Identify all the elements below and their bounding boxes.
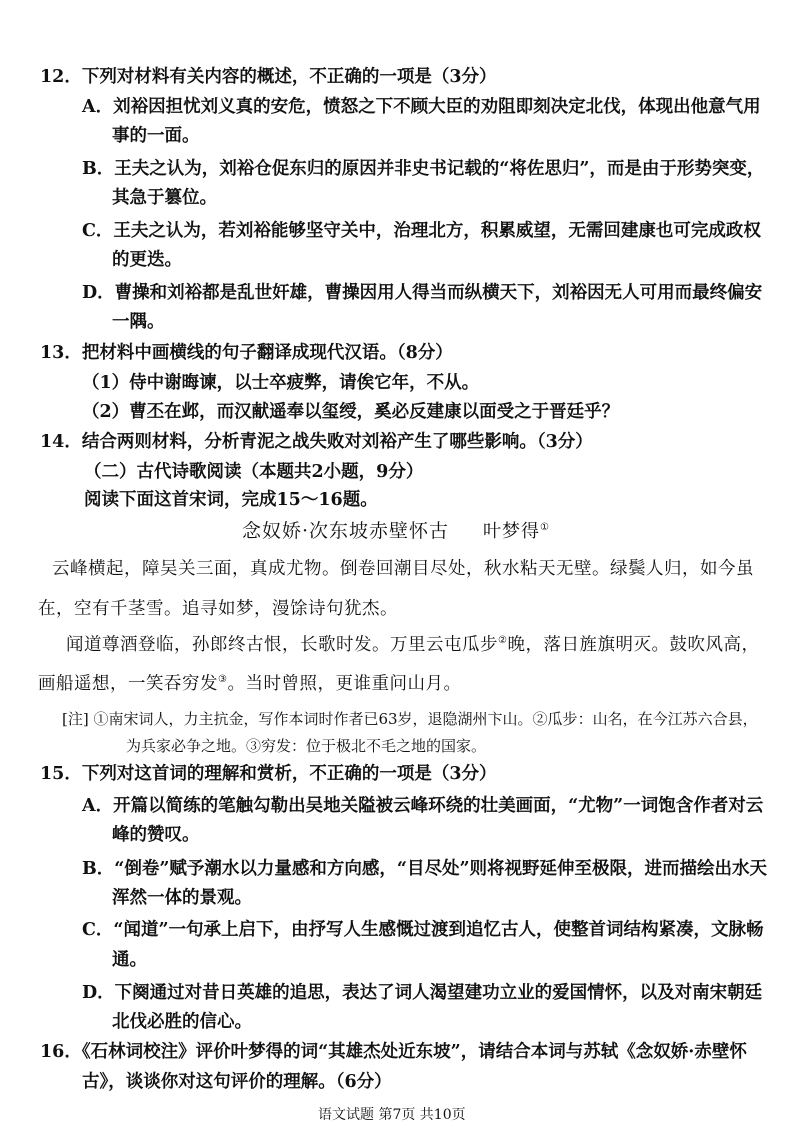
q13-stem: 13．把材料中画横线的句子翻译成现代汉语。（8分） [40,343,453,363]
q14-stem: 14．结合两则材料，分析青泥之战失败对刘裕产生了哪些影响。（3分） [40,432,593,452]
section-heading: （二）古代诗歌阅读（本题共2小题，9分） [84,462,424,482]
q13-sentence-1: （1）侍中谢晦谏，以士卒疲弊，请俟它年，不从。 [82,373,480,393]
poem-line-3-part-b: 晚，落日旌旗明灭。鼓吹风高， [507,635,760,655]
poem-note-line1: [注] ①南宋词人，力主抗金，写作本词时作者已63岁，退隐湖州卞山。②瓜步：山名，在今江苏六合县， [62,710,758,728]
poem-line-2: 在，空有千茎雪。追寻如梦，漫馀诗句犹杰。 [38,599,398,619]
q12-option-a-line2: 事的一面。 [112,126,200,146]
q15-option-a-line2: 峰的赞叹。 [112,825,200,845]
q12-option-b-line2: 其急于篡位。 [112,188,217,208]
q16-line1: 16．《石林词校注》评价叶梦得的词“其雄杰处近东坡”，请结合本词与苏轼《念奴娇·赤壁怀 [40,1042,747,1062]
poem-line-3-part-a: 闻道尊酒登临，孙郎终古恨，长歌时发。万里云屯瓜步 [66,635,498,655]
q16-line2: 古》，谈谈你对这句评价的理解。（6分） [82,1072,392,1092]
poem-title: 念奴娇·次东坡赤壁怀古 [242,520,450,542]
poem-line-3-note-mark: ② [498,635,508,647]
poem-title-row [242,519,550,544]
poem-line-4-note-mark: ③ [218,674,228,686]
poem-author [483,521,550,542]
q12-option-a-line1: A．刘裕因担忧刘义真的安危，愤怒之下不顾大臣的劝阻即刻决定北伐，体现出他意气用 [82,97,761,117]
section-instruction: 阅读下面这首宋词，完成15～16题。 [84,490,378,510]
q15-option-c-line1: C．“闻道”一句承上启下，由抒写人生感慨过渡到追忆古人，使整首词结构紧凑，文脉畅 [82,920,764,940]
q12-option-c-line1: C．王夫之认为，若刘裕能够坚守关中，治理北方，积累威望，无需回建康也可完成政权 [82,221,761,241]
poem-line-4-part-a: 画船遥想，一笑吞穷发 [38,674,218,694]
poem-author-note-mark: ① [540,522,551,533]
q12-option-b-line1: B．王夫之认为，刘裕仓促东归的原因并非史书记载的“将佐思归”，而是由于形势突变， [82,159,765,179]
q12-option-d-line2: 一隅。 [112,312,165,332]
q12-option-c-line2: 的更迭。 [112,250,182,270]
q15-option-d-line2: 北伐必胜的信心。 [112,1012,252,1032]
q15-option-d-line1: D．下阕通过对昔日英雄的追思，表达了词人渴望建功立业的爱国情怀，以及对南宋朝廷 [82,983,763,1003]
q15-stem: 15．下列对这首词的理解和赏析，不正确的一项是（3分） [40,764,497,784]
q12-stem: 12．下列对材料有关内容的概述，不正确的一项是（3分） [40,67,497,87]
q15-option-b-line1: B．“倒卷”赋予潮水以力量感和方向感，“目尽处”则将视野延伸至极限，进而描绘出水天 [82,859,768,879]
poem-line-4 [38,672,461,696]
q12-option-d-line1: D．曹操和刘裕都是乱世奸雄，曹操因用人得当而纵横天下，刘裕因无人可用而最终偏安 [82,283,763,303]
page-footer: 语文试题 第7页 共10页 [318,1107,466,1123]
q13-sentence-2: （2）曹丕在邺，而汉献遥奉以玺绶，奚必反建康以面受之于晋廷乎？ [82,402,620,422]
poem-author-name: 叶梦得 [483,521,541,542]
q15-option-a-line1: A．开篇以简练的笔触勾勒出吴地关隘被云峰环绕的壮美画面，“尤物”一词饱含作者对云 [82,796,764,816]
poem-line-1: 云峰横起，障吴关三面，真成尤物。倒卷回潮目尽处，秋水粘天无壁。绿鬓人归，如今虽 [52,559,754,579]
poem-note-line2: 为兵家必争之地。③穷发：位于极北不毛之地的国家。 [126,737,487,755]
q15-option-b-line2: 浑然一体的景观。 [112,888,252,908]
q15-option-c-line2: 通。 [112,950,147,970]
poem-line-3 [66,633,759,657]
poem-line-4-part-b: 。当时曾照，更谁重问山月。 [227,674,462,694]
